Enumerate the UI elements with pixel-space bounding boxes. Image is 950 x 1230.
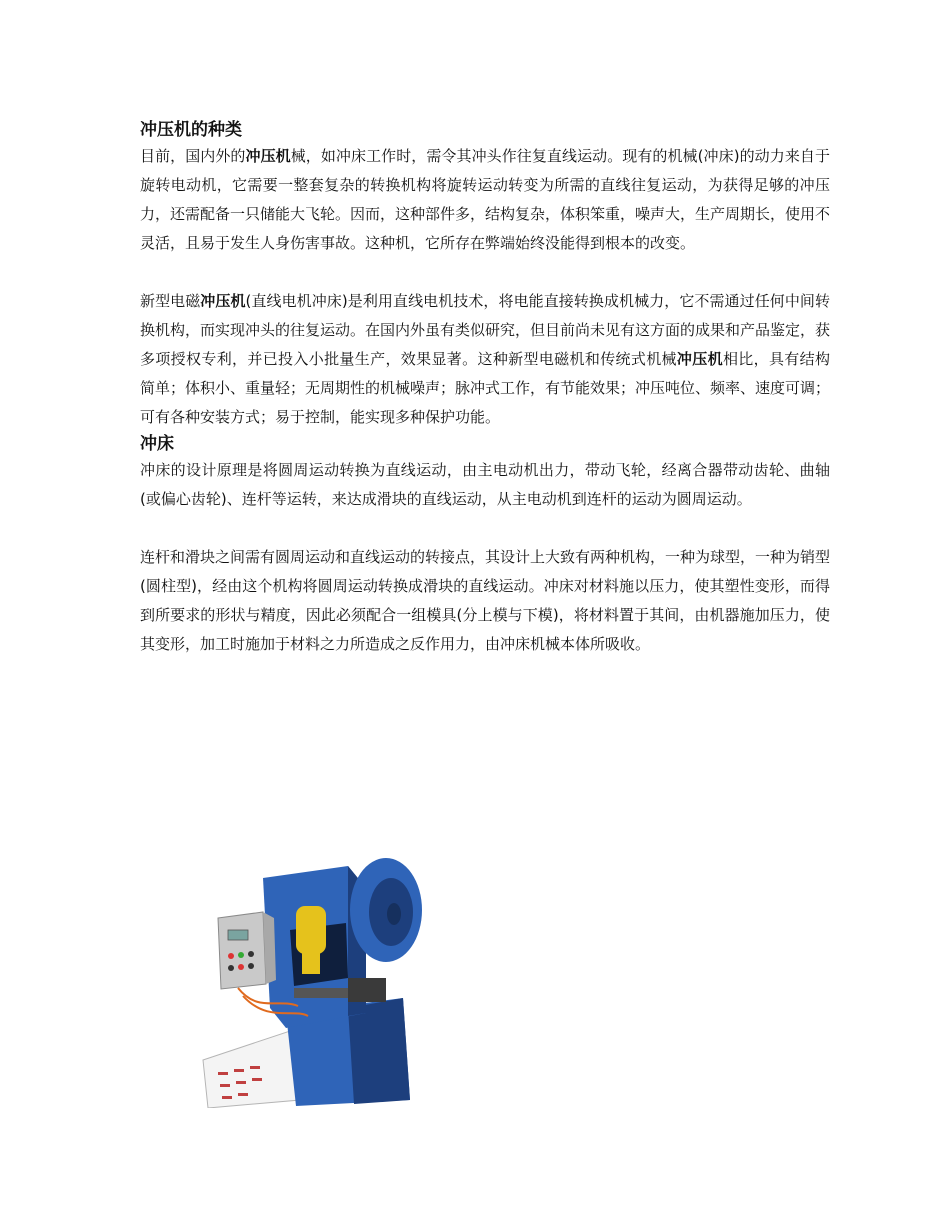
control-display (228, 930, 248, 940)
paragraph-gap (140, 514, 830, 543)
punch-press-illustration (198, 838, 438, 1108)
control-cabinet (218, 912, 266, 989)
yellow-ram (302, 948, 320, 974)
die-bolster (294, 988, 350, 998)
paragraph-punch-mechanism: 连杆和滑块之间需有圆周运动和直线运动的转接点，其设计上大致有两种机构，一种为球型，一种为销型(圆柱型)，经由这个机构将圆周运动转换成滑块的直线运动。冲床对材料施以压力，使其塑性变形，而得到所要求的形状与精度，因此必须配合一组模具(分上模与下模)，将材料置于其间，由机器施加压力，使其变形，加工时施加于材料之力所造成之反作用力，由冲床机械本体所吸收。 (140, 548, 831, 653)
punch-press-photo (198, 838, 438, 1108)
section-heading-punch-press: 冲床 (140, 434, 174, 454)
section-heading-press-types: 冲压机的种类 (140, 120, 242, 140)
paragraph-electromagnetic-press (140, 287, 830, 432)
yellow-motor (296, 906, 326, 954)
paragraph-gap (140, 258, 830, 287)
text-run: 目前，国内外的 (140, 147, 246, 165)
text-run: 新型电磁 (140, 292, 201, 310)
text-run: 械，如冲床工作时，需令其冲头作往复直线运动。现有的机械(冲床)的动力来自于旋转电动机，它需要一整套复杂的转换机构将旋转运动转变为所需的直线往复运动，为获得足够的冲压力，还需配备一只储能大飞轮。因而，这种部件多，结构复杂，体积笨重，噪声大，生产周期长，使用不灵活，且易于发生人身伤害事故。这种机，它所存在弊端始终没能得到根本的改变。 (140, 147, 831, 252)
bold-keyword: 冲压机 (676, 350, 723, 368)
paragraph-press-intro (140, 142, 830, 258)
feeder-unit (348, 978, 386, 1002)
text-run: (直线电机冲床)是利用直线电机技术，将电能直接转换成机械力，它不需通过任何中间转换机构，而实现冲头的往复运动。在国内外虽有类似研究，但目前尚未见有这方面的成果和产品鉴定，获多项授权专利，并已投入小批量生产，效果显著。这种新型电磁机和传统式机械 (140, 292, 831, 368)
bold-keyword: 冲压机 (200, 292, 246, 310)
text-run: 相比，具有结构简单；体积小、重量轻；无周期性的机械噪声；脉冲式工作，有节能效果；冲压吨位、频率、速度可调；可有各种安装方式；易于控制，能实现多种保护功能。 (140, 350, 831, 426)
bold-keyword: 冲压机 (245, 147, 291, 165)
paragraph-punch-principle: 冲床的设计原理是将圆周运动转换为直线运动，由主电动机出力，带动飞轮，经离合器带动齿轮、曲轴(或偏心齿轮)、连杆等运转，来达成滑块的直线运动，从主电动机到连杆的运动为圆周运动。 (140, 461, 830, 508)
flywheel-center (387, 903, 401, 925)
document-body (140, 118, 830, 659)
